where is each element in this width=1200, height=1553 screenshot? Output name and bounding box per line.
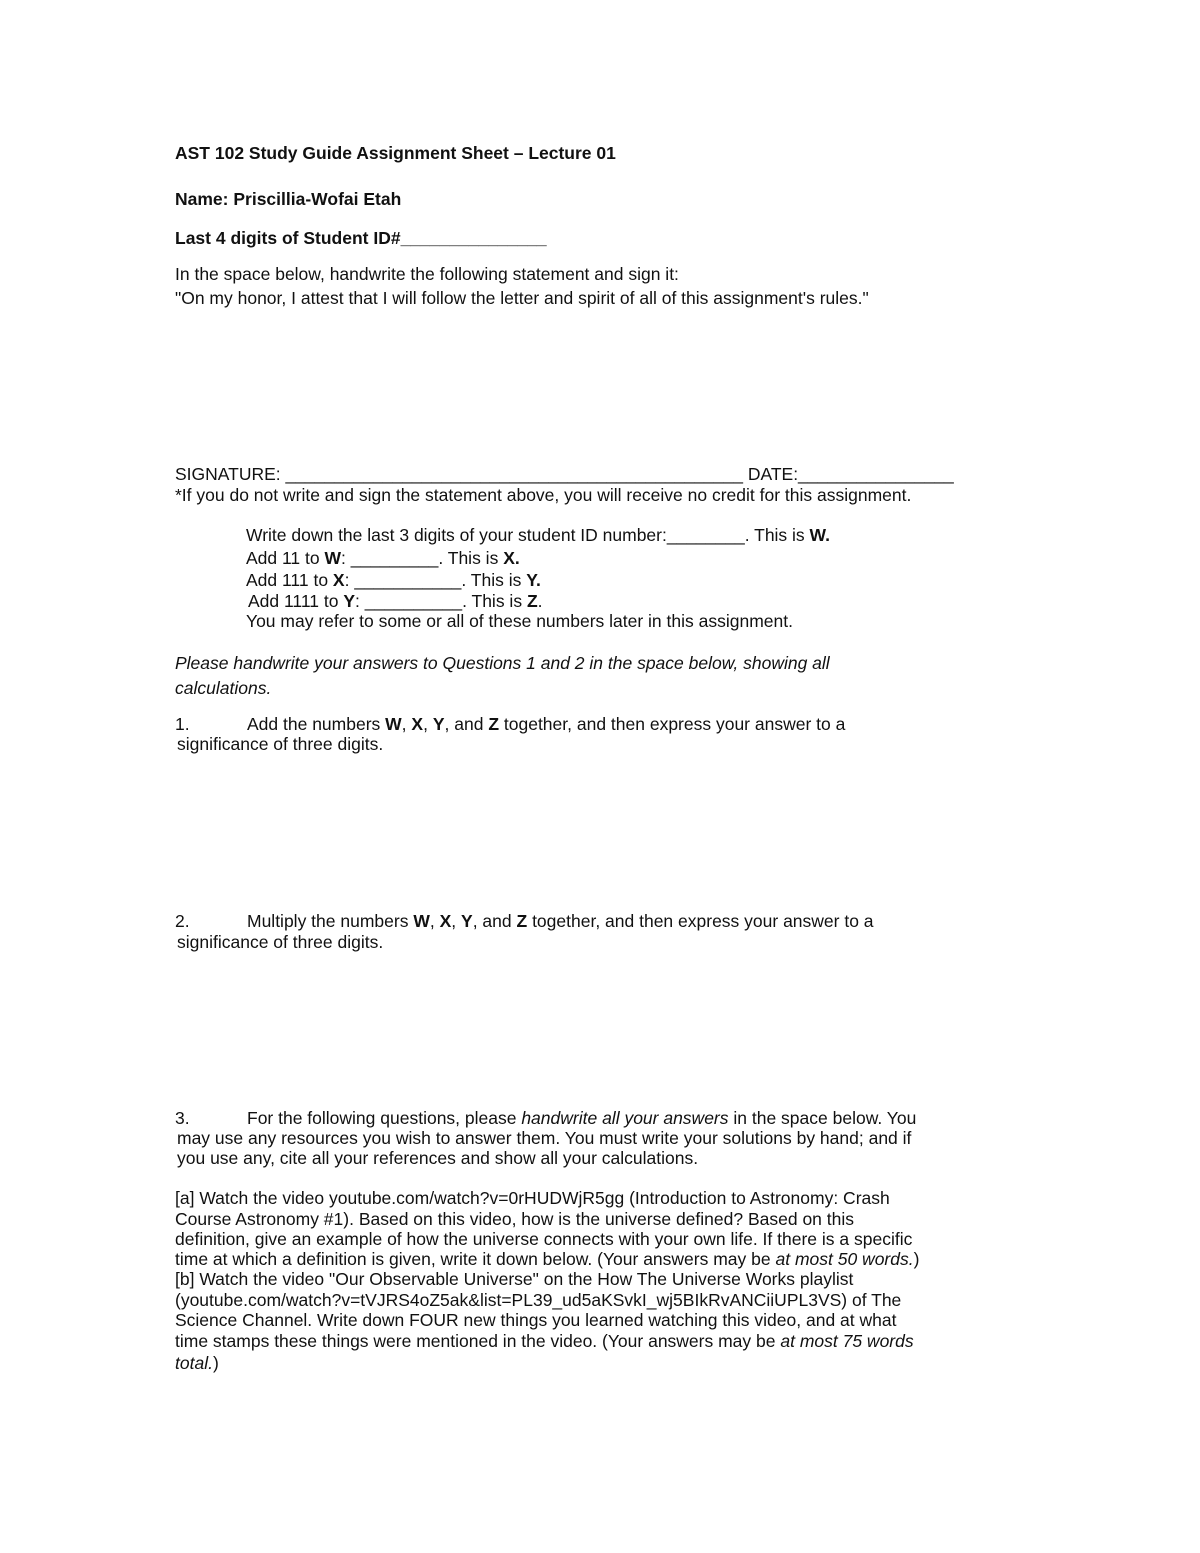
question-2-sep1: , [429,911,440,931]
calc-z-period: . [537,591,543,611]
calc-z-ref: Y [343,591,356,611]
calc-y-ref: X [332,570,345,590]
question-2 [175,911,874,932]
calc-z-text: Add 1111 to [248,591,344,611]
question-3b-line3: Science Channel. Write down FOUR new things you learned watching this video, and at what [175,1310,897,1330]
question-2-x: X [439,911,452,931]
calc-y-blank: : ___________. This is [344,570,527,590]
question-1-number: 1. [175,714,190,734]
question-2-number: 2. [175,911,190,931]
question-3-text-a: For the following questions, please [247,1108,522,1128]
question-1-w: W [385,714,402,734]
calc-x-blank: : _________. This is [341,548,504,568]
question-3a-line4 [175,1249,919,1270]
question-2-y: Y [461,911,473,931]
question-3-line3: you use any, cite all your references and show all your calculations. [177,1148,699,1168]
question-3-text-c: in the space below. You [728,1108,917,1128]
signature-warning: *If you do not write and sign the statement above, you will receive no credit for this assignment. [175,485,912,505]
calc-x-text: Add 11 to [246,548,325,568]
question-1 [175,714,845,735]
question-3a-line2: Course Astronomy #1). Based on this video, how is the universe defined? Based on this [175,1209,855,1229]
question-1-y: Y [432,714,445,734]
question-3b-close-paren: ) [212,1353,219,1373]
question-2-line2: significance of three digits. [177,932,384,952]
question-2-w: W [413,911,430,931]
handwrite-instruction-line1: Please handwrite your answers to Questions 1 and 2 in the space below, showing all [175,653,830,673]
calc-x-var: X. [503,548,520,568]
question-2-text: Multiply the numbers [247,911,414,931]
question-2-rest: together, and then express your answer to a [527,911,874,931]
question-3-number: 3. [175,1108,190,1128]
question-3a-line3: definition, give an example of how the universe connects with your own life. If there is a specific [175,1229,913,1249]
student-id-line: Last 4 digits of Student ID#_______________ [175,228,547,248]
question-1-and: , and [444,714,489,734]
calc-x-line [246,548,520,569]
question-3a-word-limit: at most 50 words. [775,1249,914,1269]
document-title: AST 102 Study Guide Assignment Sheet – Lecture 01 [175,143,616,163]
question-3-line2: may use any resources you wish to answer them. You must write your solutions by hand; and if [177,1128,912,1148]
question-3b-line1: [b] Watch the video "Our Observable Universe" on the How The Universe Works playlist [175,1269,854,1289]
calc-z-blank: : __________. This is [355,591,527,611]
question-1-z: Z [488,714,500,734]
question-1-sep2: , [423,714,433,734]
calc-y-var: Y. [526,570,541,590]
question-3b-line4 [175,1331,914,1352]
question-3b-line4-text: time stamps these things were mentioned in the video. (Your answers may be [175,1331,781,1351]
question-2-sep2: , [451,911,462,931]
signature-date-line: SIGNATURE: _______________________________________________ DATE:________________ [175,464,954,484]
question-3b-word-limit: at most 75 words [780,1331,914,1351]
calc-w-text: Write down the last 3 digits of your student ID number:________. This is [246,525,810,545]
question-3-emphasis: handwrite all your answers [521,1108,729,1128]
honor-instruction: In the space below, handwrite the following statement and sign it: [175,264,679,284]
question-2-and: , and [472,911,517,931]
question-3b-line5 [175,1353,219,1374]
question-1-sep1: , [401,714,412,734]
honor-statement: "On my honor, I attest that I will follow the letter and spirit of all of this assignment's rules." [175,288,869,308]
question-1-x: X [411,714,424,734]
calc-note: You may refer to some or all of these numbers later in this assignment. [246,611,793,631]
question-3a-close-paren: ) [913,1249,920,1269]
question-1-line2: significance of three digits. [177,734,384,754]
calc-z-line [248,591,543,612]
calc-w-line [246,525,830,546]
handwrite-instruction-line2: calculations. [175,678,272,698]
question-2-z: Z [516,911,528,931]
question-3a-line1: [a] Watch the video youtube.com/watch?v=0rHUDWjR5gg (Introduction to Astronomy: Crash [175,1188,890,1208]
calc-z-var: Z [526,591,538,611]
question-3b-line2: (youtube.com/watch?v=tVJRS4oZ5ak&list=PL39_ud5aKSvkI_wj5BIkRvANCiiUPL3VS) of The [175,1290,902,1310]
calc-x-ref: W [324,548,342,568]
question-3b-total: total. [175,1353,213,1373]
calc-w-var: W. [809,525,830,545]
question-3 [175,1108,916,1129]
student-name: Name: Priscillia-Wofai Etah [175,189,402,209]
question-1-rest: together, and then express your answer to a [499,714,846,734]
calc-y-line [246,570,541,591]
calc-y-text: Add 111 to [246,570,333,590]
question-3a-line4-text: time at which a definition is given, write it down below. (Your answers may be [175,1249,776,1269]
question-1-text: Add the numbers [247,714,386,734]
